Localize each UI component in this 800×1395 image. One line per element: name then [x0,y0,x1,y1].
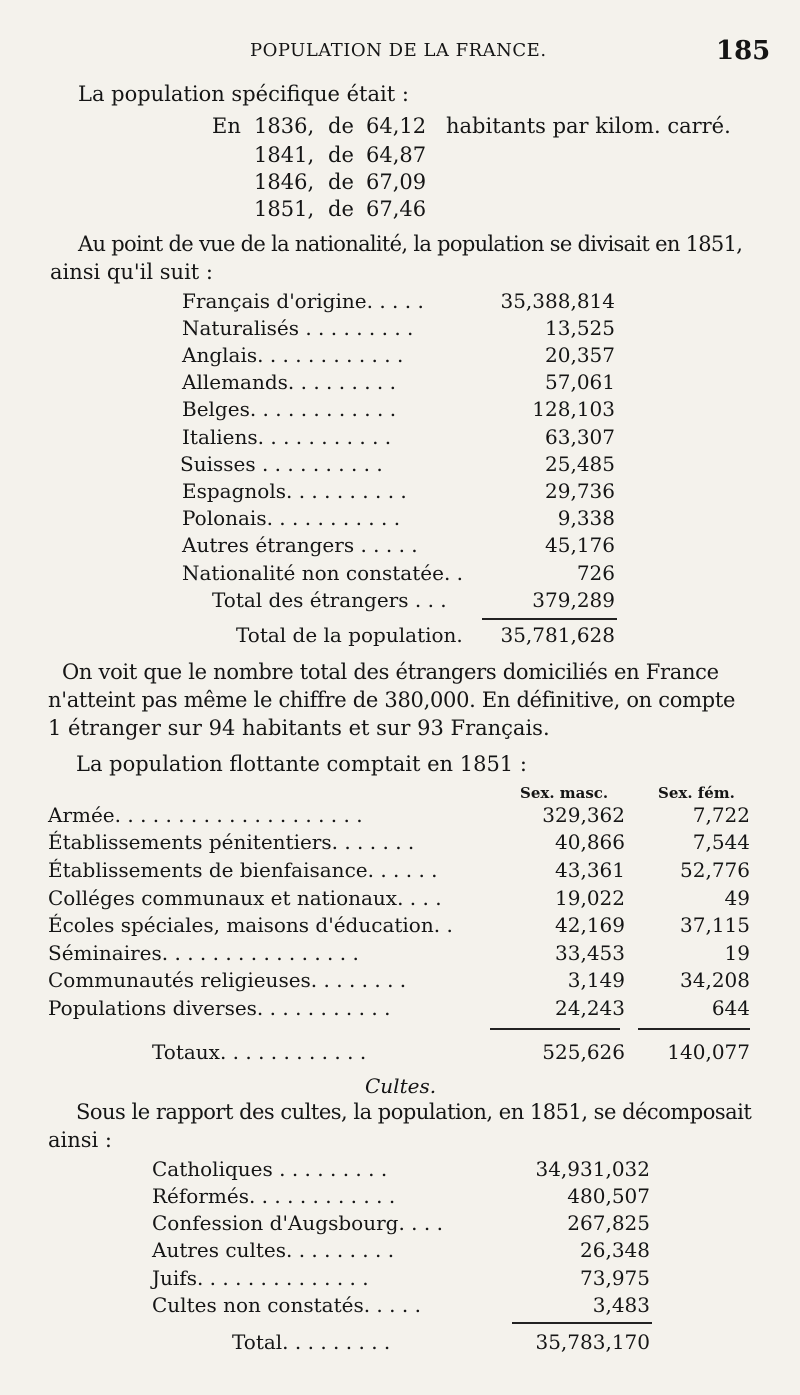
table-row-value: 726 [576,561,615,585]
table-row-label: Nationalité non constatée. . [182,561,464,585]
table-row-value: 26,348 [580,1238,650,1262]
table-row-label: Établissements pénitentiers. . . . . . . [48,830,415,854]
table-row-label: Juifs. . . . . . . . . . . . . . [152,1266,369,1290]
table-row-label: Cultes non constatés. . . . . [152,1293,421,1317]
table-row-value: 3,483 [592,1293,650,1317]
specific-value: 64,12 [366,114,427,138]
table-row-label: Colléges communaux et nationaux. . . . [48,886,442,910]
table-row-fem: 37,115 [680,913,750,937]
specific-year: 1846, [254,170,315,194]
specific-word: de [328,143,354,167]
table-row-masc: 24,243 [555,996,625,1020]
table-row-label: Suisses . . . . . . . . . . [180,452,383,476]
total-foreigners-value: 379,289 [532,588,615,612]
table-row-label: Confession d'Augsbourg. . . . [152,1211,443,1235]
sum-rule [482,618,617,620]
nationality-intro-line1: Au point de vue de la nationalité, la population se divisait en 1851, [78,232,743,256]
table-row-value: 128,103 [532,397,615,421]
table-row-label: Écoles spéciales, maisons d'éducation. . [48,913,453,937]
sum-rule [638,1028,750,1030]
table-row-value: 63,307 [545,425,615,449]
table-row-fem: 52,776 [680,858,750,882]
table-row-label: Polonais. . . . . . . . . . . [182,506,401,530]
totals-label: Totaux. . . . . . . . . . . . [152,1040,367,1064]
total-value: 35,783,170 [535,1330,650,1354]
sum-rule [490,1028,620,1030]
table-row-masc: 3,149 [567,968,625,992]
table-row-label: Communautés religieuses. . . . . . . . [48,968,407,992]
table-row-label: Autres cultes. . . . . . . . . [152,1238,395,1262]
table-row-label: Belges. . . . . . . . . . . . [182,397,397,421]
specific-year: 1851, [254,197,315,221]
table-row-value: 13,525 [545,316,615,340]
running-header: POPULATION DE LA FRANCE. [250,40,547,61]
table-row-label: Naturalisés . . . . . . . . . [182,316,414,340]
table-row-value: 25,485 [545,452,615,476]
totals-fem: 140,077 [667,1040,750,1064]
table-row-masc: 19,022 [555,886,625,910]
table-row-masc: 33,453 [555,941,625,965]
table-row-value: 45,176 [545,533,615,557]
table-row-fem: 19 [724,941,750,965]
section-heading: Cultes. [365,1074,437,1098]
table-row-value: 267,825 [567,1211,650,1235]
table-row-label: Catholiques . . . . . . . . . [152,1157,388,1181]
specific-value: 64,87 [366,143,427,167]
table-row-label: Italiens. . . . . . . . . . . [182,425,392,449]
table-row-masc: 43,361 [555,858,625,882]
table-row-label: Anglais. . . . . . . . . . . . [182,343,404,367]
total-label: Total. . . . . . . . . [232,1330,391,1354]
table-row-label: Espagnols. . . . . . . . . . [182,479,407,503]
total-population-value: 35,781,628 [500,623,615,647]
table-row-value: 29,736 [545,479,615,503]
column-header-fem: Sex. fém. [658,784,735,802]
paragraph-line: On voit que le nombre total des étrangers domiciliés en France [62,660,719,684]
specific-value: 67,46 [366,197,427,221]
page-number: 185 [716,36,771,66]
table-row-value: 480,507 [567,1184,650,1208]
table-row-fem: 34,208 [680,968,750,992]
specific-suffix: habitants par kilom. carré. [446,114,731,138]
column-header-masc: Sex. masc. [520,784,609,802]
table-row-fem: 7,722 [692,803,750,827]
specific-value: 67,09 [366,170,427,194]
table-row-label: Établissements de bienfaisance. . . . . . [48,858,438,882]
specific-intro: La population spécifique était : [78,82,409,106]
total-foreigners-label: Total des étrangers . . . [212,588,447,612]
paragraph-line: 1 étranger sur 94 habitants et sur 93 Français. [48,716,550,740]
sum-rule [512,1322,652,1324]
table-row-label: Français d'origine. . . . . [182,289,424,313]
paragraph-line: n'atteint pas même le chiffre de 380,000. En définitive, on compte [48,688,736,712]
table-row-label: Séminaires. . . . . . . . . . . . . . . . [48,941,359,965]
specific-word: de [328,170,354,194]
total-population-label: Total de la population. [236,623,463,647]
table-row-value: 35,388,814 [500,289,615,313]
table-row-masc: 329,362 [542,803,625,827]
cultes-intro-line2: ainsi : [48,1128,113,1152]
specific-word: de [328,114,354,138]
table-row-fem: 7,544 [692,830,750,854]
specific-year: 1841, [254,143,315,167]
table-row-value: 73,975 [580,1266,650,1290]
table-row-value: 9,338 [557,506,615,530]
table-row-label: Allemands. . . . . . . . . [182,370,396,394]
table-row-fem: 644 [711,996,750,1020]
totals-masc: 525,626 [542,1040,625,1064]
table-row-label: Réformés. . . . . . . . . . . . [152,1184,396,1208]
table-row-masc: 42,169 [555,913,625,937]
specific-prefix: En [212,114,241,138]
specific-line [212,114,241,138]
table-row-masc: 40,866 [555,830,625,854]
nationality-intro-line2: ainsi qu'il suit : [50,260,213,284]
table-row-label: Armée. . . . . . . . . . . . . . . . . . . . [48,803,363,827]
floating-intro: La population flottante comptait en 1851 : [76,752,527,776]
table-row-label: Populations diverses. . . . . . . . . . . [48,996,391,1020]
specific-word: de [328,197,354,221]
cultes-intro-line1: Sous le rapport des cultes, la population, en 1851, se décomposait [76,1100,752,1124]
table-row-value: 57,061 [545,370,615,394]
table-row-fem: 49 [724,886,750,910]
table-row-value: 20,357 [545,343,615,367]
specific-year: 1836, [254,114,315,138]
table-row-label: Autres étrangers . . . . . [182,533,418,557]
table-row-value: 34,931,032 [535,1157,650,1181]
